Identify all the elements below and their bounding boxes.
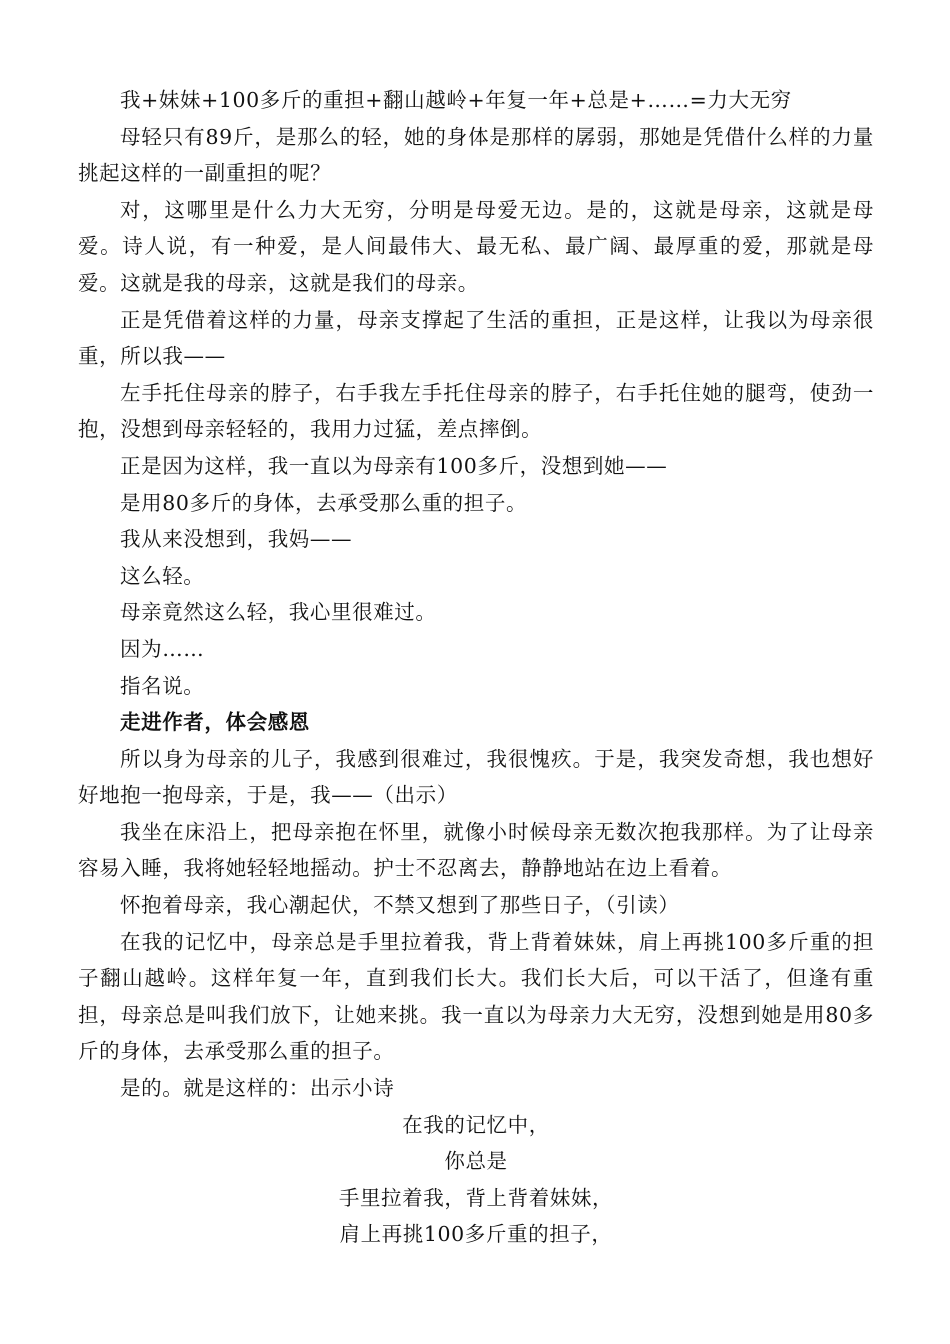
- section-heading: 走进作者，体会感恩: [120, 710, 310, 735]
- paragraph: 这么轻。: [120, 563, 205, 588]
- paragraph: 正是凭借着这样的力量，母亲支撑起了生活的重担，正是这样，让我以为母亲很重，所以我——: [78, 307, 874, 369]
- paragraph: 左手托住母亲的脖子，右手我左手托住母亲的脖子，右手托住她的腿弯，使劲一抱，没想到母亲轻轻的，我用力过猛，差点摔倒。: [78, 380, 874, 442]
- poem: [78, 1107, 874, 1253]
- paragraph: 是用80多斤的身体，去承受那么重的担子。: [120, 490, 528, 515]
- paragraph: 母亲竟然这么轻，我心里很难过。: [120, 600, 437, 625]
- paragraph: 指名说。: [120, 673, 205, 698]
- poem-line: 你总是: [444, 1149, 508, 1174]
- paragraph: 怀抱着母亲，我心潮起伏，不禁又想到了那些日子，（引读）: [120, 893, 680, 918]
- paragraph: 正是因为这样，我一直以为母亲有100多斤，没想到她——: [120, 453, 668, 478]
- paragraph: 在我的记忆中，母亲总是手里拉着我，背上背着妹妹，肩上再挑100多斤重的担子翻山越岭。这样年复一年，直到我们长大。我们长大后，可以干活了，但逢有重担，母亲总是叫我们放下，让她来挑。我一直以为母亲力大无穷，没想到她是用80多斤的身体，去承受那么重的担子。: [78, 929, 874, 1064]
- paragraph: 所以身为母亲的儿子，我感到很难过，我很愧疚。于是，我突发奇想，我也想好好地抱一抱母亲，于是，我——（出示）: [78, 746, 874, 808]
- paragraph: 是的。就是这样的：出示小诗: [120, 1076, 395, 1101]
- poem-line: 手里拉着我，背上背着妹妹，: [338, 1185, 614, 1210]
- paragraph: 我从来没想到，我妈——: [120, 527, 353, 552]
- paragraph-equation: 我+妹妹+100多斤的重担+翻山越岭+年复一年+总是+……=力大无穷: [120, 88, 792, 112]
- poem-line: 在我的记忆中，: [402, 1112, 550, 1137]
- poem-line: 肩上再挑100多斤重的担子，: [339, 1222, 613, 1247]
- paragraph: 对，这哪里是什么力大无穷，分明是母爱无边。是的，这就是母亲，这就是母爱。诗人说，有一种爱，是人间最伟大、最无私、最广阔、最厚重的爱，那就是母爱。这就是我的母亲，这就是我们的母亲。: [78, 197, 874, 295]
- paragraph: 我坐在床沿上，把母亲抱在怀里，就像小时候母亲无数次抱我那样。为了让母亲容易入睡，我将她轻轻地摇动。护士不忍离去，静静地站在边上看着。: [78, 819, 874, 881]
- document-body: [78, 82, 874, 1253]
- paragraph: 母轻只有89斤，是那么的轻，她的身体是那样的孱弱，那她是凭借什么样的力量挑起这样的一副重担的呢？: [78, 124, 874, 186]
- paragraph: 因为……: [120, 636, 205, 661]
